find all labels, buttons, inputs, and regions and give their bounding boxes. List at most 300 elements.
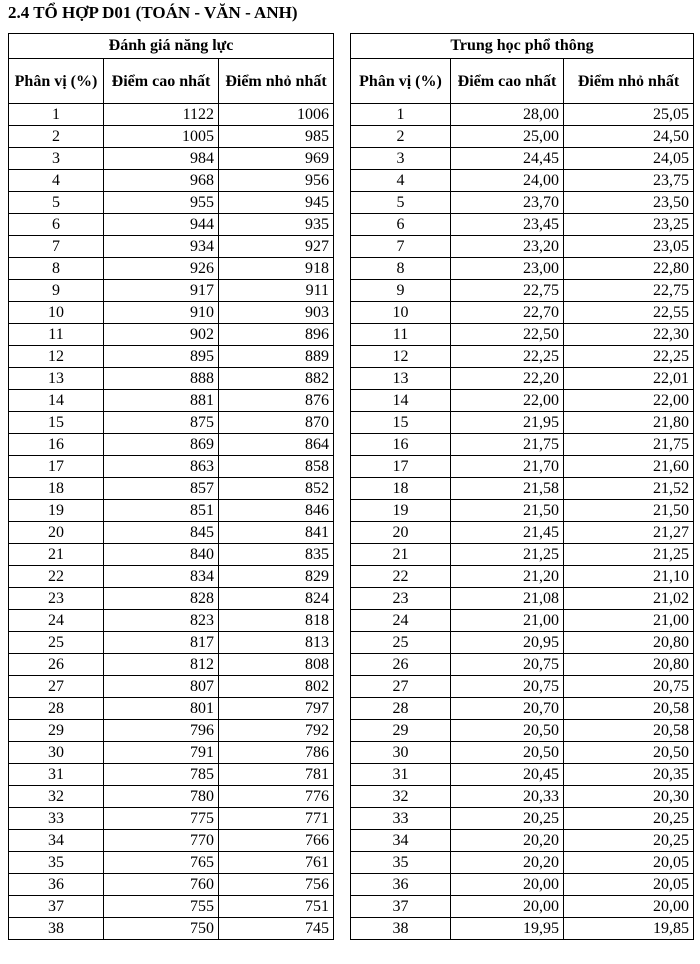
max-score-cell: 955 [104,192,219,214]
percentile-cell: 4 [9,170,104,192]
max-score-cell: 21,20 [451,566,564,588]
min-score-cell: 20,75 [564,676,694,698]
percentile-cell: 25 [351,632,451,654]
percentile-cell: 7 [9,236,104,258]
table-row [9,610,334,632]
table-row [9,214,334,236]
min-score-cell: 956 [219,170,334,192]
min-score-cell: 21,75 [564,434,694,456]
max-score-cell: 20,20 [451,830,564,852]
percentile-cell: 24 [351,610,451,632]
min-score-cell: 22,75 [564,280,694,302]
table-row [9,632,334,654]
min-score-cell: 870 [219,412,334,434]
dgnl-col-min: Điểm nhỏ nhất [219,59,334,104]
table-row [9,874,334,896]
min-score-cell: 776 [219,786,334,808]
min-score-cell: 751 [219,896,334,918]
max-score-cell: 812 [104,654,219,676]
max-score-cell: 881 [104,390,219,412]
table-row [9,522,334,544]
max-score-cell: 22,00 [451,390,564,412]
max-score-cell: 840 [104,544,219,566]
max-score-cell: 785 [104,764,219,786]
min-score-cell: 25,05 [564,104,694,126]
min-score-cell: 20,58 [564,720,694,742]
max-score-cell: 760 [104,874,219,896]
percentile-cell: 5 [9,192,104,214]
table-row [351,522,694,544]
min-score-cell: 24,05 [564,148,694,170]
max-score-cell: 22,75 [451,280,564,302]
min-score-cell: 21,80 [564,412,694,434]
table-row [9,808,334,830]
thpt-table-body [351,104,694,940]
table-row [9,456,334,478]
percentile-cell: 34 [9,830,104,852]
table-row [351,852,694,874]
min-score-cell: 808 [219,654,334,676]
table-row [9,302,334,324]
percentile-cell: 8 [9,258,104,280]
percentile-cell: 27 [9,676,104,698]
max-score-cell: 20,45 [451,764,564,786]
table-row [351,434,694,456]
table-row [351,764,694,786]
table-row [9,192,334,214]
min-score-cell: 21,50 [564,500,694,522]
percentile-cell: 33 [351,808,451,830]
table-row [351,412,694,434]
max-score-cell: 1122 [104,104,219,126]
max-score-cell: 21,25 [451,544,564,566]
percentile-cell: 34 [351,830,451,852]
dgnl-col-max: Điểm cao nhất [104,59,219,104]
max-score-cell: 857 [104,478,219,500]
percentile-cell: 3 [351,148,451,170]
max-score-cell: 984 [104,148,219,170]
max-score-cell: 23,70 [451,192,564,214]
percentile-cell: 5 [351,192,451,214]
thpt-heading: Trung học phổ thông [351,34,694,59]
table-row [351,786,694,808]
table-row [351,346,694,368]
percentile-cell: 32 [9,786,104,808]
min-score-cell: 802 [219,676,334,698]
table-row [351,720,694,742]
min-score-cell: 22,01 [564,368,694,390]
table-row [351,280,694,302]
min-score-cell: 969 [219,148,334,170]
table-row [351,588,694,610]
max-score-cell: 775 [104,808,219,830]
max-score-cell: 834 [104,566,219,588]
max-score-cell: 944 [104,214,219,236]
min-score-cell: 882 [219,368,334,390]
percentile-cell: 19 [351,500,451,522]
max-score-cell: 21,58 [451,478,564,500]
percentile-cell: 31 [9,764,104,786]
min-score-cell: 858 [219,456,334,478]
table-row [9,170,334,192]
table-row [9,500,334,522]
min-score-cell: 22,25 [564,346,694,368]
min-score-cell: 781 [219,764,334,786]
min-score-cell: 20,80 [564,654,694,676]
percentile-cell: 10 [9,302,104,324]
thpt-col-min: Điểm nhỏ nhất [564,59,694,104]
min-score-cell: 24,50 [564,126,694,148]
min-score-cell: 20,05 [564,852,694,874]
percentile-cell: 12 [351,346,451,368]
table-row [9,764,334,786]
table-row [351,104,694,126]
min-score-cell: 20,58 [564,698,694,720]
percentile-cell: 22 [9,566,104,588]
max-score-cell: 863 [104,456,219,478]
min-score-cell: 786 [219,742,334,764]
min-score-cell: 761 [219,852,334,874]
table-row [351,654,694,676]
max-score-cell: 21,70 [451,456,564,478]
percentile-cell: 15 [351,412,451,434]
min-score-cell: 918 [219,258,334,280]
percentile-cell: 6 [9,214,104,236]
percentile-cell: 16 [351,434,451,456]
percentile-cell: 35 [351,852,451,874]
percentile-cell: 29 [351,720,451,742]
max-score-cell: 926 [104,258,219,280]
percentile-cell: 32 [351,786,451,808]
min-score-cell: 22,00 [564,390,694,412]
percentile-cell: 21 [9,544,104,566]
table-row [9,654,334,676]
min-score-cell: 864 [219,434,334,456]
table-row [351,500,694,522]
table-row [9,324,334,346]
max-score-cell: 20,00 [451,874,564,896]
table-row [351,236,694,258]
max-score-cell: 23,20 [451,236,564,258]
percentile-cell: 2 [9,126,104,148]
table-row [351,874,694,896]
max-score-cell: 20,00 [451,896,564,918]
min-score-cell: 22,30 [564,324,694,346]
min-score-cell: 20,25 [564,808,694,830]
table-row [351,478,694,500]
percentile-cell: 8 [351,258,451,280]
max-score-cell: 910 [104,302,219,324]
max-score-cell: 21,95 [451,412,564,434]
percentile-cell: 20 [9,522,104,544]
table-row [351,126,694,148]
min-score-cell: 21,52 [564,478,694,500]
dgnl-table [8,33,334,940]
min-score-cell: 889 [219,346,334,368]
percentile-cell: 6 [351,214,451,236]
percentile-cell: 28 [351,698,451,720]
min-score-cell: 835 [219,544,334,566]
percentile-cell: 3 [9,148,104,170]
min-score-cell: 20,25 [564,830,694,852]
max-score-cell: 968 [104,170,219,192]
percentile-cell: 14 [9,390,104,412]
min-score-cell: 852 [219,478,334,500]
table-row [351,610,694,632]
min-score-cell: 21,27 [564,522,694,544]
percentile-cell: 22 [351,566,451,588]
max-score-cell: 21,08 [451,588,564,610]
percentile-cell: 16 [9,434,104,456]
percentile-cell: 27 [351,676,451,698]
min-score-cell: 766 [219,830,334,852]
max-score-cell: 823 [104,610,219,632]
min-score-cell: 756 [219,874,334,896]
table-row [351,676,694,698]
percentile-cell: 37 [9,896,104,918]
percentile-cell: 12 [9,346,104,368]
max-score-cell: 21,75 [451,434,564,456]
percentile-cell: 9 [9,280,104,302]
max-score-cell: 21,00 [451,610,564,632]
min-score-cell: 19,85 [564,918,694,940]
percentile-cell: 35 [9,852,104,874]
max-score-cell: 1005 [104,126,219,148]
percentile-cell: 18 [9,478,104,500]
table-row [9,390,334,412]
percentile-cell: 20 [351,522,451,544]
max-score-cell: 20,70 [451,698,564,720]
min-score-cell: 792 [219,720,334,742]
max-score-cell: 20,33 [451,786,564,808]
max-score-cell: 895 [104,346,219,368]
table-row [9,698,334,720]
table-row [351,148,694,170]
min-score-cell: 1006 [219,104,334,126]
table-row [9,148,334,170]
percentile-cell: 29 [9,720,104,742]
dgnl-table-body [9,104,334,940]
table-row [9,830,334,852]
max-score-cell: 20,75 [451,676,564,698]
min-score-cell: 20,80 [564,632,694,654]
table-row [9,434,334,456]
table-row [351,368,694,390]
percentile-cell: 26 [351,654,451,676]
table-row [351,808,694,830]
max-score-cell: 750 [104,918,219,940]
max-score-cell: 888 [104,368,219,390]
max-score-cell: 780 [104,786,219,808]
max-score-cell: 19,95 [451,918,564,940]
max-score-cell: 24,00 [451,170,564,192]
min-score-cell: 824 [219,588,334,610]
percentile-cell: 38 [9,918,104,940]
page-title: 2.4 TỔ HỢP D01 (TOÁN - VĂN - ANH) [8,3,298,22]
min-score-cell: 20,50 [564,742,694,764]
max-score-cell: 23,00 [451,258,564,280]
max-score-cell: 24,45 [451,148,564,170]
max-score-cell: 20,75 [451,654,564,676]
percentile-cell: 30 [351,742,451,764]
max-score-cell: 791 [104,742,219,764]
table-row [351,698,694,720]
max-score-cell: 917 [104,280,219,302]
max-score-cell: 765 [104,852,219,874]
max-score-cell: 828 [104,588,219,610]
percentile-cell: 10 [351,302,451,324]
min-score-cell: 945 [219,192,334,214]
percentile-cell: 25 [9,632,104,654]
table-row [9,786,334,808]
min-score-cell: 21,60 [564,456,694,478]
max-score-cell: 817 [104,632,219,654]
percentile-cell: 30 [9,742,104,764]
table-row [9,566,334,588]
percentile-cell: 37 [351,896,451,918]
table-row [351,632,694,654]
min-score-cell: 911 [219,280,334,302]
table-row [351,192,694,214]
dgnl-heading: Đánh giá năng lực [9,34,334,59]
table-row [351,258,694,280]
table-row [351,566,694,588]
min-score-cell: 20,05 [564,874,694,896]
table-row [9,236,334,258]
table-row [9,896,334,918]
max-score-cell: 845 [104,522,219,544]
percentile-cell: 28 [9,698,104,720]
max-score-cell: 755 [104,896,219,918]
max-score-cell: 807 [104,676,219,698]
max-score-cell: 25,00 [451,126,564,148]
min-score-cell: 903 [219,302,334,324]
min-score-cell: 841 [219,522,334,544]
min-score-cell: 896 [219,324,334,346]
percentile-cell: 1 [9,104,104,126]
max-score-cell: 22,50 [451,324,564,346]
percentile-cell: 23 [9,588,104,610]
table-row [9,280,334,302]
min-score-cell: 813 [219,632,334,654]
percentile-cell: 19 [9,500,104,522]
percentile-cell: 7 [351,236,451,258]
min-score-cell: 23,50 [564,192,694,214]
table-row [351,324,694,346]
percentile-cell: 13 [9,368,104,390]
percentile-cell: 23 [351,588,451,610]
table-row [351,302,694,324]
min-score-cell: 23,05 [564,236,694,258]
percentile-cell: 14 [351,390,451,412]
min-score-cell: 21,10 [564,566,694,588]
min-score-cell: 22,80 [564,258,694,280]
table-row [9,478,334,500]
max-score-cell: 875 [104,412,219,434]
table-row [9,742,334,764]
table-row [9,918,334,940]
percentile-cell: 17 [9,456,104,478]
max-score-cell: 20,25 [451,808,564,830]
percentile-cell: 31 [351,764,451,786]
min-score-cell: 23,75 [564,170,694,192]
percentile-cell: 11 [9,324,104,346]
percentile-cell: 1 [351,104,451,126]
dgnl-col-percentile: Phân vị (%) [9,59,104,104]
max-score-cell: 21,50 [451,500,564,522]
percentile-cell: 36 [9,874,104,896]
min-score-cell: 771 [219,808,334,830]
table-row [9,588,334,610]
table-row [351,456,694,478]
percentile-cell: 13 [351,368,451,390]
percentile-cell: 24 [9,610,104,632]
max-score-cell: 20,50 [451,720,564,742]
table-row [9,852,334,874]
min-score-cell: 876 [219,390,334,412]
table-row [351,390,694,412]
max-score-cell: 20,95 [451,632,564,654]
table-row [351,918,694,940]
max-score-cell: 22,70 [451,302,564,324]
table-row [9,544,334,566]
table-row [351,214,694,236]
table-row [9,346,334,368]
table-row [351,544,694,566]
min-score-cell: 829 [219,566,334,588]
percentile-cell: 18 [351,478,451,500]
percentile-cell: 21 [351,544,451,566]
min-score-cell: 745 [219,918,334,940]
table-row [9,104,334,126]
percentile-cell: 26 [9,654,104,676]
min-score-cell: 22,55 [564,302,694,324]
table-row [9,126,334,148]
thpt-col-percentile: Phân vị (%) [351,59,451,104]
percentile-cell: 36 [351,874,451,896]
min-score-cell: 21,02 [564,588,694,610]
min-score-cell: 20,30 [564,786,694,808]
min-score-cell: 21,25 [564,544,694,566]
min-score-cell: 23,25 [564,214,694,236]
percentile-cell: 4 [351,170,451,192]
min-score-cell: 935 [219,214,334,236]
min-score-cell: 846 [219,500,334,522]
max-score-cell: 21,45 [451,522,564,544]
max-score-cell: 851 [104,500,219,522]
min-score-cell: 818 [219,610,334,632]
percentile-cell: 33 [9,808,104,830]
min-score-cell: 985 [219,126,334,148]
percentile-cell: 2 [351,126,451,148]
percentile-cell: 15 [9,412,104,434]
table-row [9,676,334,698]
table-row [351,742,694,764]
thpt-col-max: Điểm cao nhất [451,59,564,104]
table-row [9,720,334,742]
max-score-cell: 23,45 [451,214,564,236]
max-score-cell: 934 [104,236,219,258]
max-score-cell: 22,20 [451,368,564,390]
min-score-cell: 21,00 [564,610,694,632]
max-score-cell: 22,25 [451,346,564,368]
max-score-cell: 28,00 [451,104,564,126]
max-score-cell: 796 [104,720,219,742]
max-score-cell: 770 [104,830,219,852]
max-score-cell: 869 [104,434,219,456]
max-score-cell: 902 [104,324,219,346]
thpt-table [350,33,694,940]
